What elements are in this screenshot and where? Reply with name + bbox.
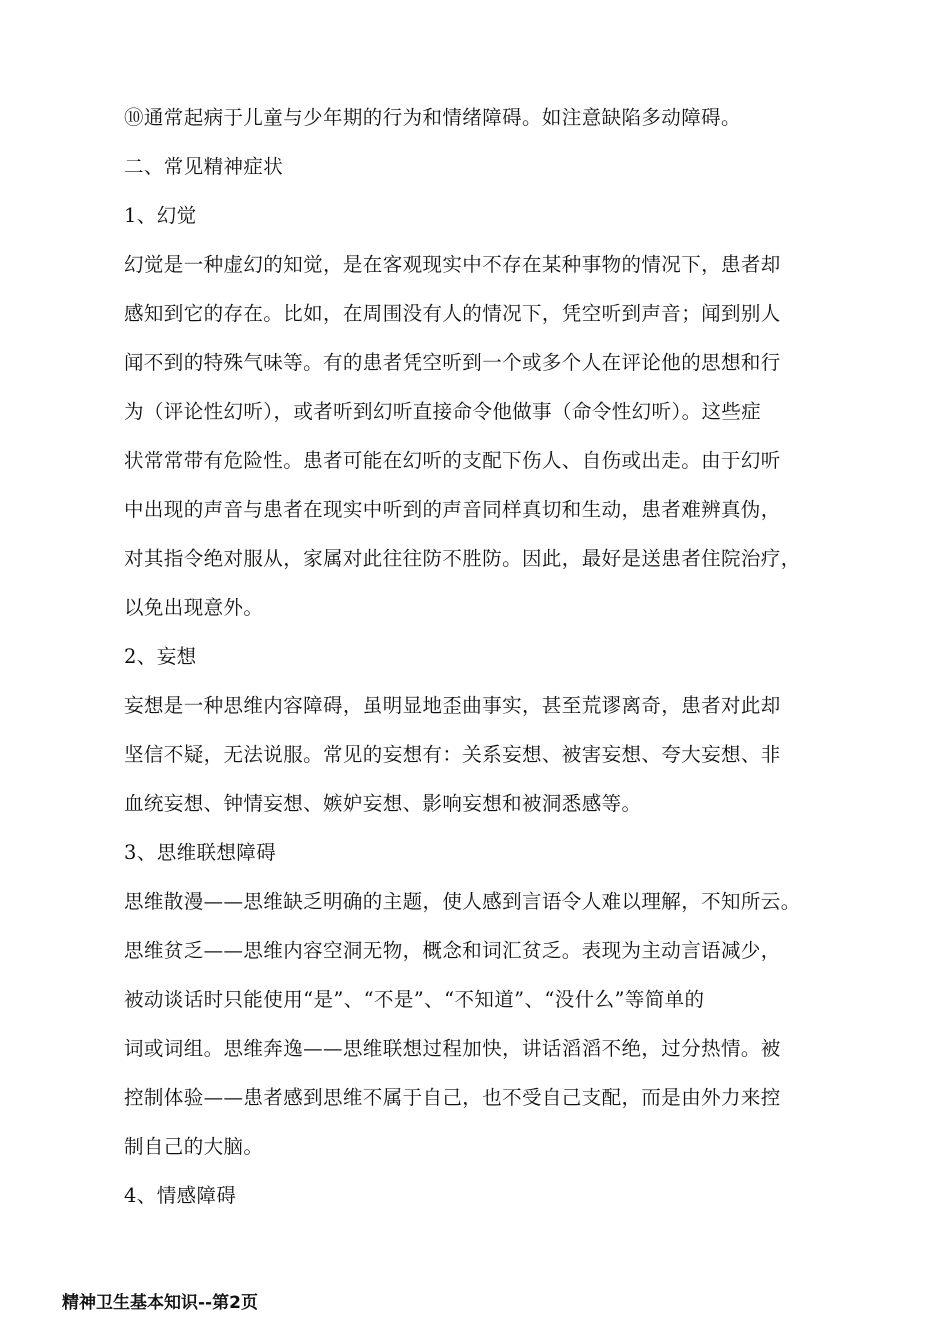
text-line: ⑩通常起病于儿童与少年期的行为和情绪障碍。如注意缺陷多动障碍。 — [124, 106, 741, 129]
text-line: 闻不到的特殊气味等。有的患者凭空听到一个或多个人在评论他的思想和行 — [124, 351, 781, 374]
text-line: 中出现的声音与患者在现实中听到的声音同样真切和生动，患者难辨真伪， — [124, 498, 781, 521]
text-line: 词或词组。思维奔逸——思维联想过程加快，讲话滔滔不绝，过分热情。被 — [124, 1037, 781, 1060]
text-line: 坚信不疑，无法说服。常见的妄想有：关系妄想、被害妄想、夸大妄想、非 — [124, 743, 781, 766]
text-line: 感知到它的存在。比如，在周围没有人的情况下，凭空听到声音；闻到别人 — [124, 302, 781, 325]
text-line: 思维散漫——思维缺乏明确的主题，使人感到言语令人难以理解，不知所云。 — [124, 890, 801, 913]
document-body — [124, 93, 860, 1220]
subsection-heading: 2、妄想 — [124, 645, 197, 668]
page-footer: 精神卫生基本知识--第2页 — [62, 1293, 258, 1313]
text-line: 制自己的大脑。 — [124, 1135, 264, 1158]
text-line: 以免出现意外。 — [124, 596, 264, 619]
text-line: 血统妄想、钟情妄想、嫉妒妄想、影响妄想和被洞悉感等。 — [124, 792, 642, 815]
text-line: 为（评论性幻听），或者听到幻听直接命令他做事（命令性幻听）。这些症 — [124, 400, 762, 423]
text-line: 思维贫乏——思维内容空洞无物，概念和词汇贫乏。表现为主动言语减少， — [124, 939, 781, 962]
text-line: 妄想是一种思维内容障碍，虽明显地歪曲事实，甚至荒谬离奇，患者对此却 — [124, 694, 781, 717]
section-heading: 二、常见精神症状 — [124, 155, 284, 178]
subsection-heading: 4、情感障碍 — [124, 1184, 237, 1207]
text-line: 控制体验——患者感到思维不属于自己，也不受自己支配，而是由外力来控 — [124, 1086, 781, 1109]
subsection-heading: 3、思维联想障碍 — [124, 841, 277, 864]
text-line: 被动谈话时只能使用“是”、“不是”、“不知道”、“没什么”等简单的 — [124, 988, 705, 1011]
subsection-heading: 1、幻觉 — [124, 204, 197, 227]
text-line: 幻觉是一种虚幻的知觉，是在客观现实中不存在某种事物的情况下，患者却 — [124, 253, 781, 276]
text-line: 对其指令绝对服从，家属对此往往防不胜防。因此，最好是送患者住院治疗， — [124, 547, 801, 570]
text-line: 状常常带有危险性。患者可能在幻听的支配下伤人、自伤或出走。由于幻听 — [124, 449, 781, 472]
